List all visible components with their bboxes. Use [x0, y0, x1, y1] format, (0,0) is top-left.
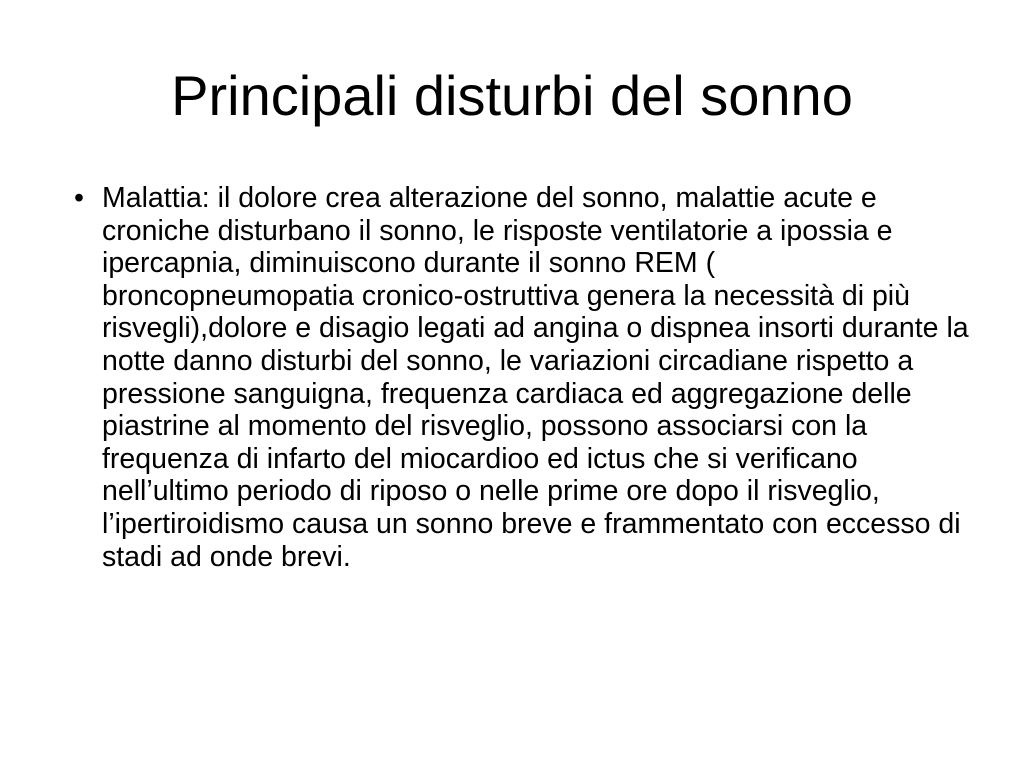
bullet-list — [74, 182, 974, 573]
bullet-text: Malattia: il dolore crea alterazione del sonno, malattie acute e croniche disturbano il sonno, le risposte ventilatorie a ipossia e ipercapnia, diminuiscono durante il sonno REM ( broncopneumopatia cronico-ostruttiva genera la necessità di più risvegli),dolore e disagio legati ad angina o dispnea insorti durante la notte danno disturbi del sonno, le variazioni circadiane rispetto a pressione sanguigna, frequenza cardiaca ed aggregazione delle piastrine al momento del risveglio, possono associarsi con la frequenza di infarto del miocardioo ed ictus che si verificano nell’ultimo periodo di riposo o nelle prime ore dopo il risveglio, l’ipertiroidismo causa un sonno breve e frammentato con eccesso di stadi ad onde brevi. — [102, 182, 969, 573]
bullet-marker: • — [74, 182, 84, 214]
bullet-item — [74, 182, 974, 573]
slide-title: Principali disturbi del sonno — [171, 64, 853, 127]
